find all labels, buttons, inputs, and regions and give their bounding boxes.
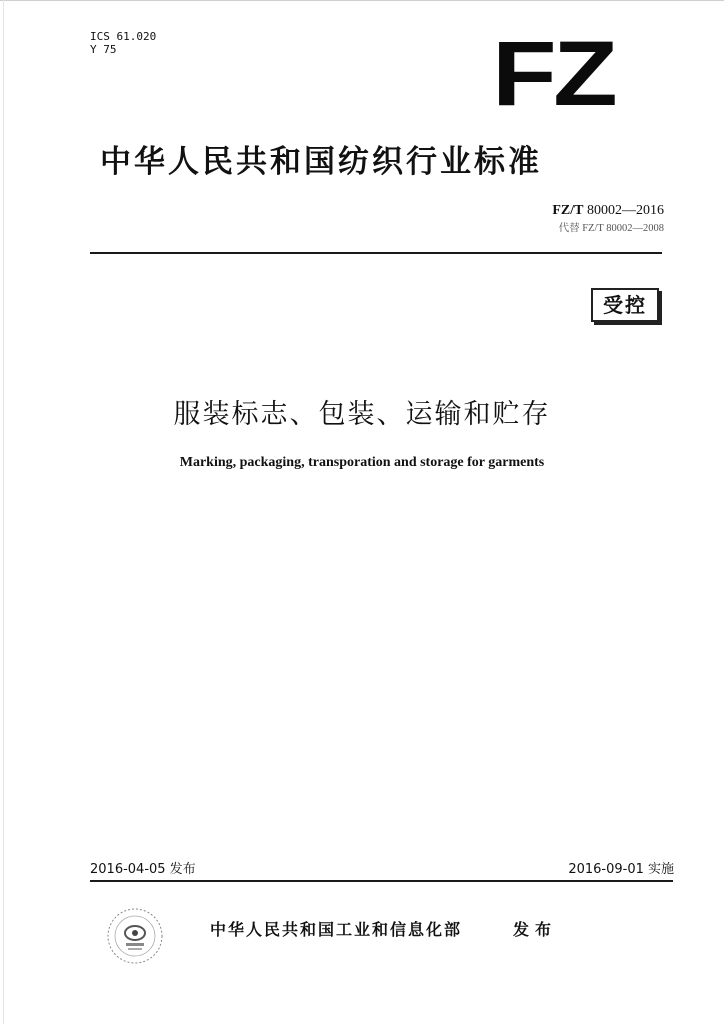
issuing-authority: 中华人民共和国工业和信息化部 [210,920,463,939]
org-title: 中华人民共和国纺织行业标准 [100,144,542,180]
classification-codes [90,30,156,56]
implementation-date: 2016-09-01 实施 [568,862,674,877]
standard-code: 80002—2016 [583,203,664,218]
issue-label: 发布 [513,920,558,939]
ics-code: ICS 61.020 [90,30,157,43]
header-rule [90,252,662,254]
ministry-seal-icon [106,907,164,969]
top-edge-line [0,0,724,1]
controlled-stamp: 受控 [591,288,659,322]
standard-prefix: FZ/T [552,203,584,218]
fz-logo: FZ [492,23,615,125]
left-margin-line [3,0,4,1024]
document-title-cn: 服装标志、包装、运输和贮存 [173,399,551,430]
footer-rule [90,880,673,882]
ccs-code: Y 75 [90,43,117,56]
document-title-en: Marking, packaging, transporation and storage for garments [179,455,545,470]
issue-date: 2016-04-05 发布 [90,862,196,877]
replaces-standard: 代替 FZ/T 80002—2008 [558,223,664,234]
standard-number [552,203,664,219]
